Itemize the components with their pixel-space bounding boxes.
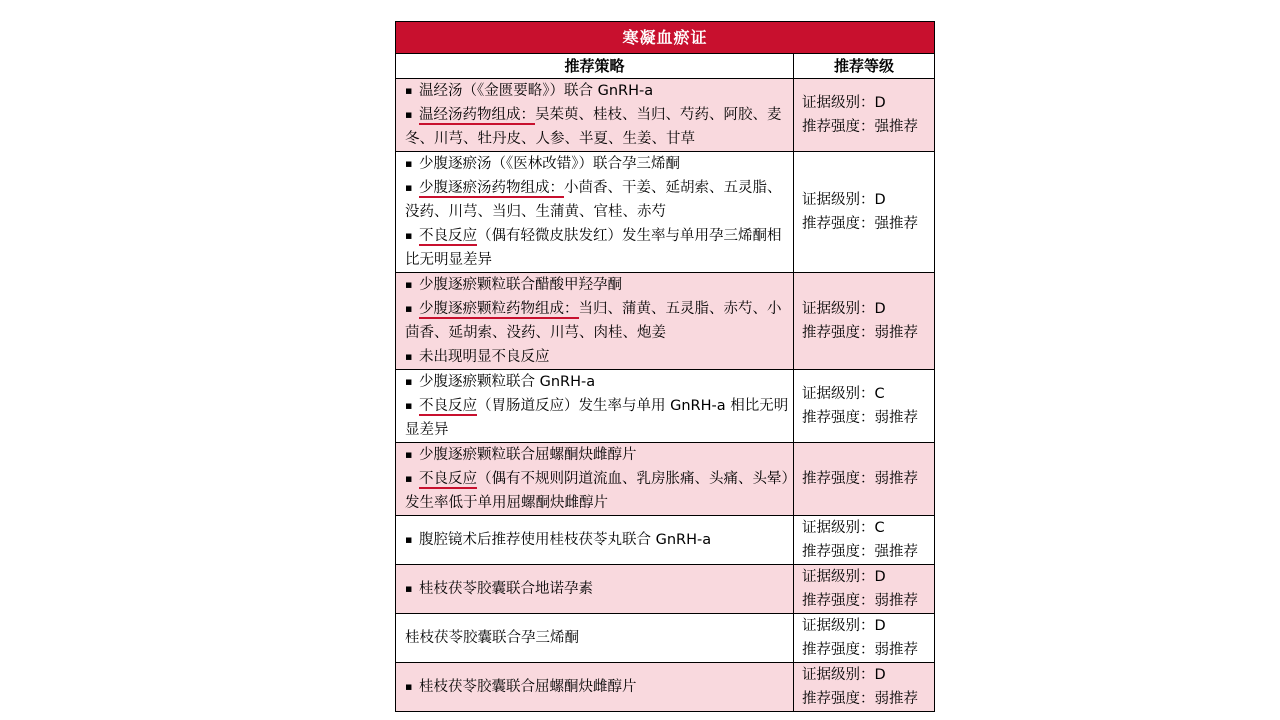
table-row (396, 152, 935, 273)
column-header-grade: 推荐等级 (794, 54, 935, 79)
evidence-level: 证据级别：D (802, 192, 886, 208)
bullet-icon: ▪ (405, 350, 413, 363)
strategy-text: 少腹逐瘀汤（《医林改错》）联合孕三烯酮 (419, 156, 680, 172)
table-title-row (396, 22, 935, 54)
strategy-item (405, 297, 789, 345)
strategy-item (405, 577, 789, 601)
recommendation-strength: 推荐强度：弱推荐 (802, 410, 918, 426)
evidence-level: 证据级别：D (802, 618, 886, 634)
recommendation-table (395, 21, 935, 712)
recommendation-strength: 推荐强度：弱推荐 (802, 642, 918, 658)
grade-cell (794, 273, 935, 370)
strategy-item (405, 152, 789, 176)
bullet-icon: ▪ (405, 533, 413, 546)
recommendation-strength: 推荐强度：弱推荐 (802, 691, 918, 707)
bullet-icon: ▪ (405, 157, 413, 170)
underlined-label: 不良反应 (419, 471, 477, 487)
evidence-level: 证据级别：D (802, 301, 886, 317)
strategy-item (405, 345, 789, 369)
strategy-cell (396, 663, 794, 712)
strategy-cell (396, 565, 794, 614)
strategy-cell (396, 152, 794, 273)
strategy-text: （偶有轻微皮肤发红）发生率与单用孕三烯酮相比无明显差异 (405, 228, 782, 268)
strategy-text: 少腹逐瘀颗粒联合醋酸甲羟孕酮 (419, 277, 622, 293)
bullet-icon: ▪ (405, 229, 413, 242)
strategy-cell (396, 516, 794, 565)
recommendation-strength: 推荐强度：强推荐 (802, 119, 918, 135)
bullet-icon: ▪ (405, 375, 413, 388)
strategy-cell (396, 370, 794, 443)
bullet-icon: ▪ (405, 399, 413, 412)
strategy-text: 桂枝茯苓胶囊联合孕三烯酮 (405, 630, 579, 646)
strategy-item (405, 626, 789, 650)
recommendation-strength: 推荐强度：弱推荐 (802, 593, 918, 609)
strategy-item (405, 370, 789, 394)
bullet-icon: ▪ (405, 472, 413, 485)
strategy-text: 桂枝茯苓胶囊联合地诺孕素 (419, 581, 593, 597)
strategy-item (405, 273, 789, 297)
column-header-strategy: 推荐策略 (396, 54, 794, 79)
underlined-label: 少腹逐瘀汤药物组成： (419, 180, 564, 196)
table-header-row (396, 54, 935, 79)
table-row (396, 79, 935, 152)
strategy-text: 小茴香、干姜、延胡索、五灵脂、没药、川芎、当归、生蒲黄、官桂、赤芍 (405, 180, 782, 220)
strategy-cell (396, 79, 794, 152)
strategy-text: 少腹逐瘀颗粒联合 GnRH-a (419, 374, 596, 390)
table-row (396, 370, 935, 443)
strategy-item (405, 224, 789, 272)
bullet-icon: ▪ (405, 108, 413, 121)
table-row (396, 614, 935, 663)
strategy-text: 吴茱萸、桂枝、当归、芍药、阿胶、麦冬、川芎、牡丹皮、人参、半夏、生姜、甘草 (405, 107, 782, 147)
strategy-item (405, 103, 789, 151)
grade-cell (794, 443, 935, 516)
grade-cell (794, 370, 935, 443)
table-row (396, 516, 935, 565)
table-title: 寒凝血瘀证 (396, 22, 935, 54)
grade-cell (794, 663, 935, 712)
recommendation-strength: 推荐强度：弱推荐 (802, 325, 918, 341)
evidence-level: 证据级别：C (802, 520, 885, 536)
strategy-cell (396, 614, 794, 663)
bullet-icon: ▪ (405, 582, 413, 595)
recommendation-strength: 推荐强度：强推荐 (802, 216, 918, 232)
strategy-item (405, 467, 789, 515)
bullet-icon: ▪ (405, 680, 413, 693)
grade-cell (794, 79, 935, 152)
strategy-text: 少腹逐瘀颗粒联合屈螺酮炔雌醇片 (419, 447, 637, 463)
strategy-text: （胃肠道反应）发生率与单用 GnRH-a 相比无明显差异 (405, 398, 789, 438)
evidence-level: 证据级别：C (802, 386, 885, 402)
table-row (396, 273, 935, 370)
table-body (396, 22, 935, 712)
table-row (396, 565, 935, 614)
underlined-label: 不良反应 (419, 228, 477, 244)
strategy-cell (396, 273, 794, 370)
strategy-item (405, 528, 789, 552)
underlined-label: 温经汤药物组成： (419, 107, 535, 123)
strategy-text: 桂枝茯苓胶囊联合屈螺酮炔雌醇片 (419, 679, 637, 695)
grade-cell (794, 152, 935, 273)
table-row (396, 663, 935, 712)
bullet-icon: ▪ (405, 448, 413, 461)
strategy-text: 温经汤（《金匮要略》）联合 GnRH-a (419, 83, 654, 99)
evidence-level: 证据级别：D (802, 667, 886, 683)
bullet-icon: ▪ (405, 181, 413, 194)
strategy-item (405, 443, 789, 467)
evidence-level: 证据级别：D (802, 569, 886, 585)
grade-cell (794, 614, 935, 663)
underlined-label: 不良反应 (419, 398, 477, 414)
strategy-item (405, 675, 789, 699)
bullet-icon: ▪ (405, 302, 413, 315)
bullet-icon: ▪ (405, 84, 413, 97)
table-row (396, 443, 935, 516)
strategy-text: 当归、蒲黄、五灵脂、赤芍、小茴香、延胡索、没药、川芎、肉桂、炮姜 (405, 301, 782, 341)
strategy-cell (396, 443, 794, 516)
strategy-text: （偶有不规则阴道流血、乳房胀痛、头痛、头晕）发生率低于单用屈螺酮炔雌醇片 (405, 471, 789, 511)
strategy-item (405, 394, 789, 442)
strategy-item (405, 79, 789, 103)
strategy-text: 未出现明显不良反应 (419, 349, 550, 365)
grade-cell (794, 565, 935, 614)
recommendation-strength: 推荐强度：弱推荐 (802, 471, 918, 487)
grade-cell (794, 516, 935, 565)
strategy-item (405, 176, 789, 224)
strategy-text: 腹腔镜术后推荐使用桂枝茯苓丸联合 GnRH-a (419, 532, 712, 548)
evidence-level: 证据级别：D (802, 95, 886, 111)
underlined-label: 少腹逐瘀颗粒药物组成： (419, 301, 579, 317)
bullet-icon: ▪ (405, 278, 413, 291)
recommendation-strength: 推荐强度：强推荐 (802, 544, 918, 560)
